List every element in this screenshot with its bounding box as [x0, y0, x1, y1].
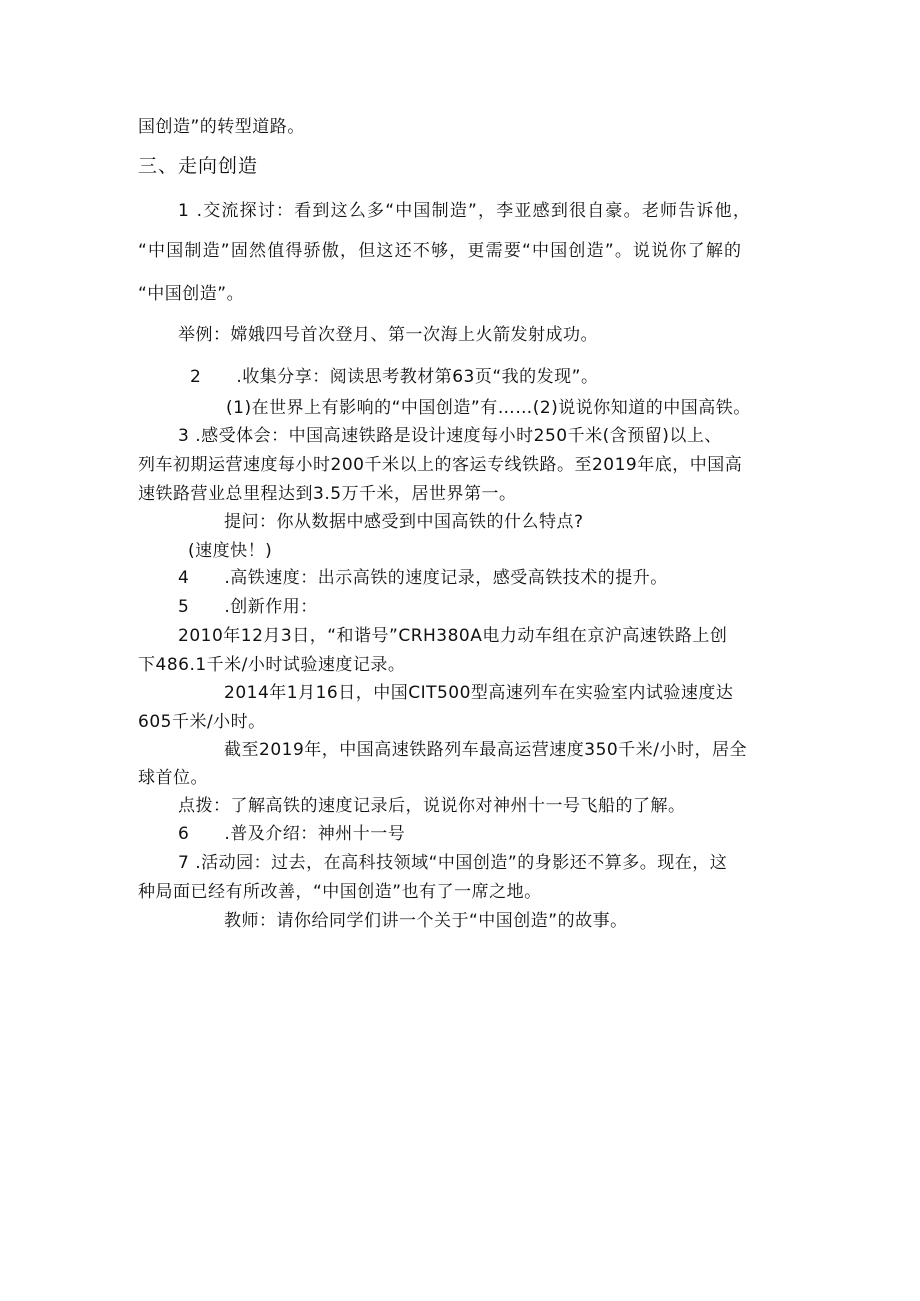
item7-line2: 种局面已经有所改善，“中国创造”也有了一席之地。	[138, 882, 542, 902]
item2-line1: 2 .收集分享：阅读思考教材第63页“我的发现”。	[190, 367, 599, 387]
record2-line1: 2014年1月16日，中国CIT500型高速列车在实验室内试验速度达	[224, 683, 734, 703]
record1-line1: 2010年12月3日，“和谐号”CRH380A电力动车组在京沪高速铁路上创	[178, 626, 728, 646]
item3-line1: 3 .感受体会：中国高速铁路是设计速度每小时250千米(含预留)以上、	[178, 426, 722, 446]
item5-title: 5 .创新作用：	[178, 597, 318, 617]
item4-text: 4 .高铁速度：出示高铁的速度记录，感受高铁技术的提升。	[178, 568, 668, 588]
item1-line1: 1 .交流探讨：看到这么多“中国制造”，李亚感到很自豪。老师告诉他，	[178, 201, 752, 221]
item3-question: 提问：你从数据中感受到中国高铁的什么特点?	[224, 512, 584, 532]
item2-line2: (1)在世界上有影响的“中国创造”有……(2)说说你知道的中国高铁。	[226, 398, 751, 418]
item6-text: 6 .普及介绍：神州十一号	[178, 824, 406, 844]
item3-line3: 速铁路营业总里程达到3.5万千米，居世界第一。	[138, 484, 517, 504]
item1-line3: “中国创造”。	[138, 284, 245, 304]
item3-answer: (速度快！)	[188, 541, 273, 561]
intro-tail-text: 国创造”的转型道路。	[138, 117, 305, 137]
item7-line1: 7 .活动园：过去，在高科技领域“中国创造”的身影还不算多。现在，这	[178, 853, 728, 873]
item7-teacher: 教师：请你给同学们讲一个关于“中国创造”的故事。	[224, 911, 628, 931]
section-heading: 三、走向创造	[138, 155, 259, 177]
item3-line2: 列车初期运营速度每小时200千米以上的客运专线铁路。至2019年底，中国高	[138, 455, 743, 475]
record1-line2: 下486.1千米/小时试验速度记录。	[138, 655, 406, 675]
item1-line2: “中国制造”固然值得骄傲，但这还不够，更需要“中国创造”。说说你了解的	[138, 241, 743, 261]
tip-text: 点拨：了解高铁的速度记录后，说说你对神州十一号飞船的了解。	[178, 796, 686, 816]
example-text: 举例：嫦娥四号首次登月、第一次海上火箭发射成功。	[178, 325, 598, 345]
record3-line1: 截至2019年，中国高速铁路列车最高运营速度350千米/小时，居全	[224, 740, 747, 760]
record2-line2: 605千米/小时。	[138, 712, 266, 732]
record3-line2: 球首位。	[138, 768, 208, 788]
